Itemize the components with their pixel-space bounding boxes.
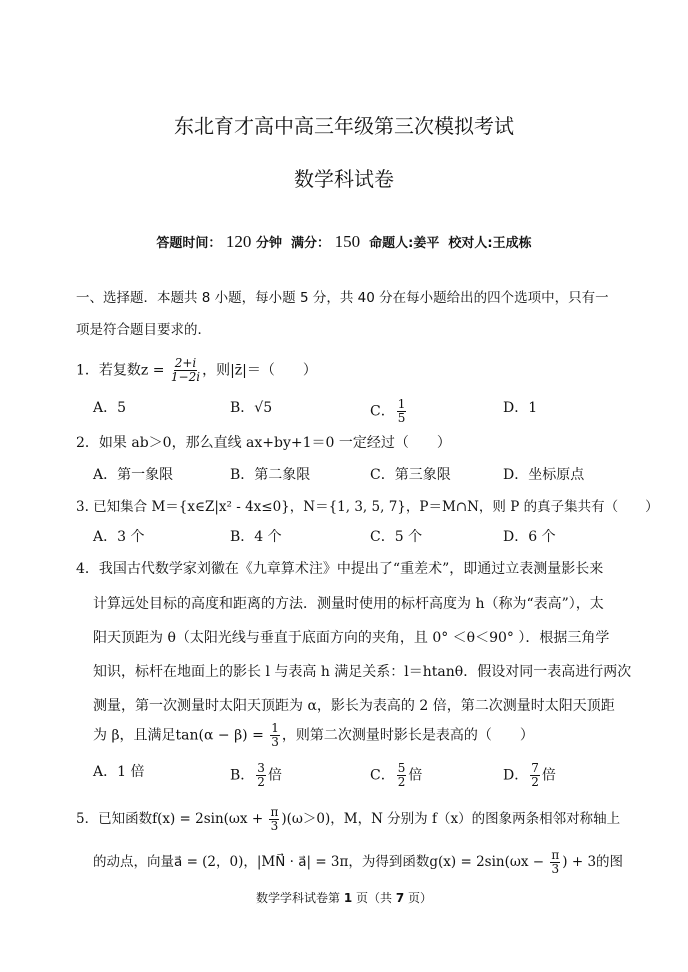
q4-line6-end: ，则第二次测量时影长是表高的（ ） — [281, 727, 534, 744]
q5-line2-end: ) + 3的图 — [562, 854, 624, 870]
denominator: 2 — [257, 775, 265, 789]
question-4-line1: 4．我国古代数学家刘徽在《九章算术注》中提出了“重差术”，即通过立表测量影长来 — [76, 561, 604, 577]
q4-option-a: A．1 倍 — [93, 764, 145, 780]
q3-option-b: B．4 个 — [230, 529, 282, 545]
exam-subtitle: 数学科试卷 — [294, 167, 394, 191]
q1-stem-end: ，则|z̄|＝（ ） — [202, 362, 317, 379]
section-intro-line1: 一、选择题．本题共 8 小题，每小题 5 分，共 40 分在每小题给出的四个选项中，只有一 — [76, 290, 609, 306]
q2-option-d: D．坐标原点 — [503, 467, 585, 483]
numerator: 5 — [397, 761, 406, 775]
label: B． — [230, 767, 255, 784]
numerator: π — [270, 805, 279, 819]
fraction — [397, 762, 407, 789]
fraction — [530, 762, 540, 789]
q5-line2-start: 的动点，向量a⃗ = (2，0)，|MN⃗ · a⃗| = 3π，为得到函数g(x) = 2sin(ωx − — [93, 854, 549, 870]
unit: 倍 — [541, 767, 556, 784]
question-4-line4: 知识，标杆在地面上的影长 l 与表高 h 满足关系：l＝htanθ．假设对同一表高进行两次 — [93, 664, 632, 680]
label: C． — [370, 767, 395, 784]
checker: 校对人:王成栋 — [448, 236, 532, 251]
q5-line1-start: 5．已知函数f(x) = 2sin(ωx + — [76, 811, 268, 827]
section-intro-line2: 项是符合题目要求的． — [76, 322, 211, 338]
unit: 倍 — [408, 767, 423, 784]
q2-option-b: B．第二象限 — [230, 467, 311, 483]
denominator: 5 — [397, 411, 406, 425]
denominator: 3 — [551, 862, 560, 876]
q1-option-d: D．1 — [503, 400, 538, 416]
denominator: 2 — [397, 775, 406, 789]
numerator: π — [551, 848, 560, 862]
q1-fraction — [171, 357, 200, 384]
numerator: 1 — [271, 721, 279, 735]
q5-fraction — [269, 806, 279, 833]
question-4-line2: 计算远处目标的高度和距离的方法．测量时使用的标杆高度为 h（称为“表高”），太 — [93, 596, 604, 612]
q4-option-b — [230, 762, 282, 789]
q4-option-d — [503, 762, 556, 789]
q1-option-c-fraction — [397, 398, 407, 425]
q1-numerator: 2+i — [174, 356, 197, 370]
question-1 — [76, 357, 317, 384]
q2-option-c: C．第三象限 — [370, 467, 451, 483]
q1-option-a: A．5 — [93, 400, 127, 416]
score-value: 150 — [334, 232, 361, 251]
q1-denominator: 1−2i — [170, 370, 201, 384]
question-2: 2．如果 ab＞0，那么直线 ax+by+1＝0 一定经过（ ） — [76, 435, 451, 451]
score-label: 满分： — [291, 236, 331, 251]
time-value: 120 — [225, 232, 252, 251]
q4-fraction — [270, 722, 280, 749]
denominator: 3 — [271, 735, 279, 749]
q2-option-a: A．第一象限 — [93, 467, 174, 483]
total-pages: 7 — [395, 891, 405, 905]
question-3: 3. 已知集合 M＝{x∈Z|x² - 4x≤0}，N＝{1, 3, 5, 7}，P＝M∩N，则 P 的真子集共有（ ） — [76, 499, 659, 515]
exam-title: 东北育才高中高三年级第三次模拟考试 — [174, 114, 514, 138]
q5-line1-end: )(ω＞0)，M，N 分别为 f（x）的图象两条相邻对称轴上 — [281, 811, 621, 827]
time-unit: 分钟 — [255, 236, 282, 251]
footer-text: 页（共 — [352, 891, 396, 905]
q4-option-c — [370, 762, 422, 789]
unit: 倍 — [267, 767, 282, 784]
question-4-line3: 阳天顶距为 θ（太阳光线与垂直于底面方向的夹角，且 0° ＜θ＜90° ）．根据三角学 — [93, 630, 610, 646]
q1-option-b: B．√5 — [230, 400, 273, 416]
footer-text: 页） — [404, 891, 432, 905]
denominator: 2 — [531, 775, 539, 789]
question-5-line2 — [93, 849, 623, 876]
exam-info — [0, 232, 688, 254]
footer-text: 数学学科试卷第 — [255, 891, 344, 905]
q5-fraction-2 — [550, 849, 560, 876]
question-4-line5: 测量，第一次测量时太阳天顶距为 α，影长为表高的 2 倍，第二次测量时太阳天顶距 — [93, 698, 615, 714]
q3-option-a: A．3 个 — [93, 529, 145, 545]
question-5-line1 — [76, 806, 620, 833]
q1-stem: 1．若复数z = — [76, 362, 169, 379]
q3-option-c: C．5 个 — [370, 529, 423, 545]
page-number: 1 — [343, 891, 353, 905]
q3-option-d: D．6 个 — [503, 529, 556, 545]
numerator: 1 — [397, 397, 406, 411]
q1-option-c-label: C． — [370, 403, 395, 420]
numerator: 7 — [531, 761, 539, 775]
author: 命题人:姜平 — [369, 236, 440, 251]
question-4-line6 — [93, 722, 534, 749]
q4-line6-start: 为 β，且满足tan(α − β) = — [93, 727, 269, 744]
numerator: 3 — [257, 761, 265, 775]
q1-option-c — [370, 398, 408, 425]
page-footer — [0, 888, 688, 908]
time-label: 答题时间： — [156, 236, 222, 251]
label: D． — [503, 767, 529, 784]
fraction — [256, 762, 266, 789]
denominator: 3 — [270, 819, 279, 833]
